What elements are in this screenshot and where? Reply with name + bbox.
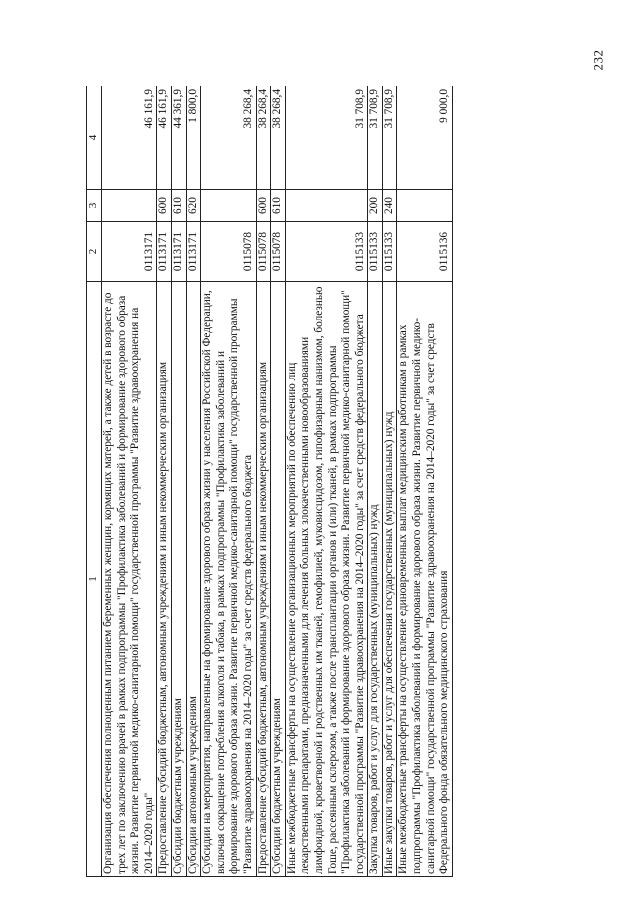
budget-table [86, 86, 453, 877]
row-expense-type [102, 190, 157, 222]
header-col-3: 3 [87, 190, 102, 222]
row-amount: 44 361,9 [171, 86, 186, 190]
row-description: Иные межбюджетные трансферты на осуществление организационных мероприятий по обеспечению лиц лекарственными препаратами, предназначенными для лечения больных злокачественными новообразованиями лимфоидной, кроветворной и родственных им тканей, гемофилией, муковисцидозом, гипофизарным нанизмом, болезнью Гоше, рассеянным склерозом, а также после трансплантации органов и (или) тканей, в рамках подпрограммы "Профилактика заболеваний и формирование здорового образа жизни. Развитие первичной медико-санитарной помощи" государственной программы "Развитие здравоохранения на 2014–2020 годы" за счет средств федерального бюджета [285, 282, 368, 877]
row-amount: 31 708,9 [285, 86, 368, 190]
row-target-code: 0115133 [382, 222, 397, 282]
row-description: Субсидии бюджетным учреждениям [271, 282, 286, 877]
row-amount: 46 161,9 [102, 86, 157, 190]
row-target-code: 0115133 [368, 222, 383, 282]
row-amount: 9 000,0 [397, 86, 452, 190]
row-amount: 38 268,4 [201, 86, 256, 190]
row-expense-type: 610 [271, 190, 286, 222]
row-expense-type: 240 [382, 190, 397, 222]
row-description: Субсидии автономным учреждениям [186, 282, 201, 877]
table-row [102, 86, 157, 877]
row-amount: 31 708,9 [368, 86, 383, 190]
document-sheet [86, 86, 613, 877]
row-target-code: 0115133 [285, 222, 368, 282]
table-row [186, 86, 201, 877]
row-expense-type: 200 [368, 190, 383, 222]
row-target-code: 0115078 [271, 222, 286, 282]
row-target-code: 0115078 [256, 222, 271, 282]
rotated-table-wrapper [86, 86, 613, 877]
row-expense-type: 600 [256, 190, 271, 222]
row-description: Субсидии бюджетным учреждениям [171, 282, 186, 877]
table-row [171, 86, 186, 877]
row-description: Предоставление субсидий бюджетным, автономным учреждениям и иным некоммерческим организациям [157, 282, 172, 877]
row-description: Предоставление субсидий бюджетным, автономным учреждениям и иным некоммерческим организациям [256, 282, 271, 877]
header-col-4: 4 [87, 86, 102, 190]
row-amount: 1 800,0 [186, 86, 201, 190]
row-amount: 31 708,9 [382, 86, 397, 190]
row-description: Закупка товаров, работ и услуг для государственных (муниципальных) нужд [368, 282, 383, 877]
header-col-2: 2 [87, 222, 102, 282]
row-amount: 46 161,9 [157, 86, 172, 190]
row-description: Организация обеспечения полноценным питанием беременных женщин, кормящих матерей, а также детей в возрасте до трех лет по заключению врачей в рамках подпрограммы "Профилактика заболеваний и формирование здорового образа жизни. Развитие первичной медико-санитарной помощи" государственной программы "Развитие здравоохранения на 2014–2020 годы" [102, 282, 157, 877]
page-number: 232 [590, 49, 606, 71]
row-expense-type: 600 [157, 190, 172, 222]
table-row [256, 86, 271, 877]
row-target-code: 0113171 [102, 222, 157, 282]
table-row [285, 86, 368, 877]
table-row [157, 86, 172, 877]
table-row [201, 86, 256, 877]
row-description: Иные межбюджетные трансферты на осуществление единовременных выплат медицинским работникам в рамках подпрограммы "Профилактика заболеваний и формирование здорового образа жизни. Развитие первичной медико-санитарной помощи" государственной программы "Развитие здравоохранения на 2014–2020 годы" за счет средств Федерального фонда обязательного медицинского страхования [397, 282, 452, 877]
row-amount: 38 268,4 [271, 86, 286, 190]
table-row [368, 86, 383, 877]
row-description: Субсидии на мероприятия, направленные на формирование здорового образа жизни у населения Российской Федерации, включая сокращение потребления алкоголя и табака, в рамках подпрограммы "Профилактика заболеваний и формирование здорового образа жизни. Развитие первичной медико-санитарной помощи" государственной программы "Развитие здравоохранения на 2014–2020 годы" за счет средств федерального бюджета [201, 282, 256, 877]
row-target-code: 0113171 [186, 222, 201, 282]
table-row [271, 86, 286, 877]
table-header-row [87, 86, 102, 877]
row-target-code: 0113171 [157, 222, 172, 282]
table-row [397, 86, 452, 877]
table-row [382, 86, 397, 877]
row-expense-type [201, 190, 256, 222]
row-description: Иные закупки товаров, работ и услуг для обеспечения государственных (муниципальных) нужд [382, 282, 397, 877]
row-target-code: 0115078 [201, 222, 256, 282]
row-expense-type: 610 [171, 190, 186, 222]
row-amount: 38 268,4 [256, 86, 271, 190]
row-expense-type [285, 190, 368, 222]
row-target-code: 0115136 [397, 222, 452, 282]
row-target-code: 0113171 [171, 222, 186, 282]
row-expense-type [397, 190, 452, 222]
row-expense-type: 620 [186, 190, 201, 222]
header-col-1: 1 [87, 282, 102, 877]
